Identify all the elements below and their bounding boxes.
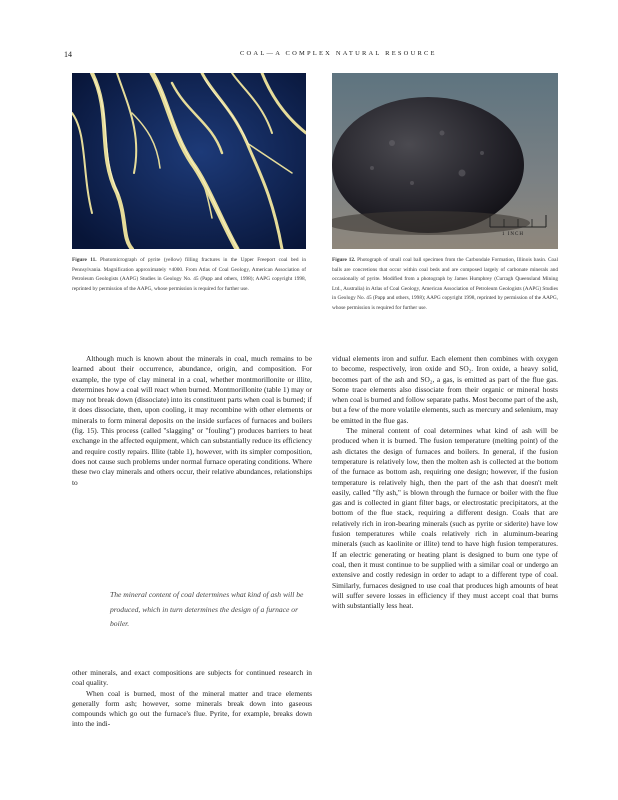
left-column-top bbox=[72, 354, 312, 488]
left-column-bottom bbox=[72, 668, 312, 730]
right-column bbox=[332, 354, 558, 611]
pull-quote: The mineral content of coal determines what kind of ash will be produced, which in turn determines the design of a furnace or boiler. bbox=[110, 590, 304, 628]
page-number: 14 bbox=[64, 50, 72, 59]
body-paragraph: Although much is known about the minerals in coal, much remains to be learned about their occurrence, abundance, origin, and composition. For example, the type of clay mineral in a coal, whether montmorillonite or illite, determines how a coal will react when burned. Montmorillonite (table 1) may or may not break down (dissociate) into its constituent parts when coal is burned; if it does dissociate, then, upon cooling, it may recombine with other elements or minerals to form mineral deposits on the inside surfaces of furnaces and boilers (fig. 15). This process (called "slagging" or "fouling") produces barriers to heat exchange in the affected equipment, which can substantially reduce its efficiency and require costly repairs. Illite (table 1), however, with its simpler composition, does not cause such problems under normal furnace operating conditions. Where these two clay minerals and others occur, their relative abundances, relationships to bbox=[72, 354, 312, 487]
figure-11-caption-text: Photomicrograph of pyrite (yellow) filling fractures in the Upper Freeport coal bed in Pennsylvania. Magnification approximately ×4000. From Atlas of Coal Geology, American Association of Petroleum Geologists (AAPG) Studies in Geology No. 45 (Papp and others, 1998); AAPG copyright 1998, reprinted by permission of the AAPG, whose permission is required for further use. bbox=[72, 257, 306, 292]
figure-11-photomicrograph bbox=[72, 73, 306, 249]
scale-label: 1 INCH bbox=[502, 232, 524, 237]
running-title: COAL—A COMPLEX NATURAL RESOURCE bbox=[240, 50, 437, 57]
body-paragraph: vidual elements iron and sulfur. Each element then combines with oxygen to become, respectively, iron oxide and SO₂. Iron oxide, a heavy solid, becomes part of the ash and SO₂, a gas, is emitted as part of the flue gas. Some trace elements also dissociate from their organic or mineral hosts when coal is burned and follow separate paths. Most become part of the ash, but a few of the more volatile elements, such as mercury and selenium, may be emitted in the flue gas. bbox=[332, 354, 558, 425]
body-paragraph: The mineral content of coal determines what kind of ash will be produced when it is burned. The fusion temperature (melting point) of the ash dictates the design of furnaces and boilers. In general, if the fusion temperature is relatively low, then the molten ash is collected at the bottom of the furnace as bottom ash, requiring one design; however, if the fusion temperature is relatively high, then the part of the ash that doesn't melt easily, called "fly ash," is blown through the furnace or boiler with the flue gas and is collected in giant filter bags, or electrostatic precipitators, at the bottom of the flue stack, requiring a different design. Coals that are relatively rich in iron-bearing minerals (such as pyrite or siderite) have low fusion temperatures while coals relatively rich in aluminum-bearing minerals (such as kaolinite or illite) tend to have high fusion temperatures. If an electric generating or heating plant is designed to burn one type of coal, then it must continue to be supplied with a similar coal or undergo an extensive and costly redesign in order to adapt to a different type of coal. Similarly, furnaces designed to use coal that produces high amounts of heat will suffer severe losses in efficiency if they must accept coal that burns with substantially less heat. bbox=[332, 426, 558, 611]
figure-11-caption bbox=[72, 256, 306, 294]
body-paragraph: When coal is burned, most of the mineral matter and trace elements generally form ash; however, some minerals break down into gaseous compounds which go out the furnace's flue. Pyrite, for example, breaks down into the indi- bbox=[72, 688, 312, 729]
figure-11-label: Figure 11. bbox=[72, 257, 97, 263]
figure-12-caption-text: Photograph of small coal ball specimen from the Carbondale Formation, Illinois basin. Coal balls are concretions that occur within coal beds and are composed largely of carbonate minerals and occasionally of pyrite. Modified from a photograph by James Humphrey (Curragh Queensland Mining Ltd., Australia) in Atlas of Coal Geology, American Association of Petroleum Geologists (AAPG) Studies in Geology No. 45 (Papp and others, 1998); AAPG copyright 1998, reprinted by permission of the AAPG, whose permission is required for further use. bbox=[332, 257, 558, 311]
figure-12-label: Figure 12. bbox=[332, 257, 356, 263]
body-paragraph: other minerals, and exact compositions are subjects for continued research in coal quality. bbox=[72, 668, 312, 688]
figure-12-caption bbox=[332, 256, 558, 314]
scale-bar bbox=[488, 215, 548, 243]
